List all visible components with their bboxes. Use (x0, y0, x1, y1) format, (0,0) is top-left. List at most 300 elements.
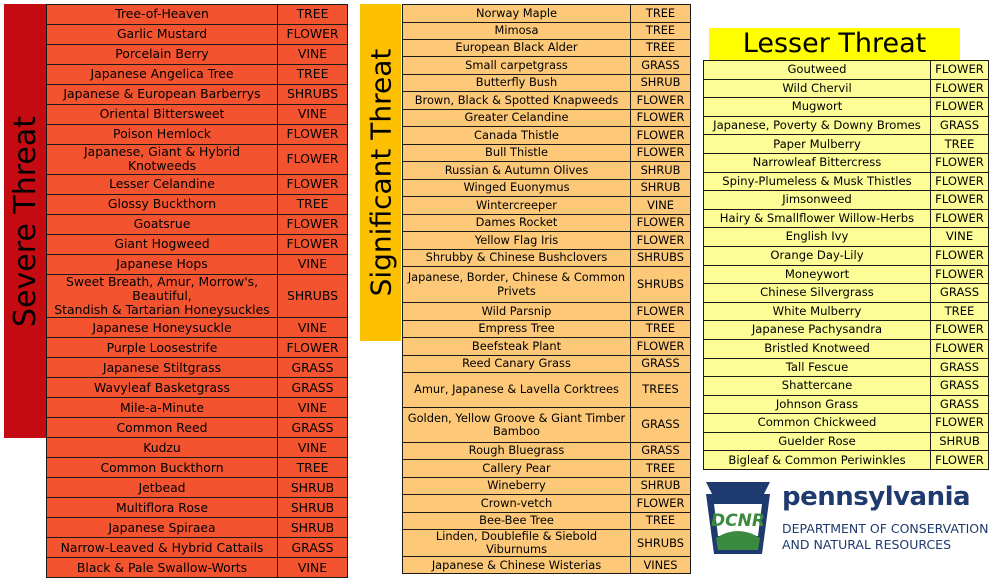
plant-name-text: Dames Rocket (475, 215, 558, 230)
plant-row (704, 79, 989, 98)
plant-name (47, 105, 278, 125)
plant-type: GRASS (278, 378, 348, 398)
plant-name (704, 153, 931, 172)
plant-name-text: Shattercane (781, 378, 853, 393)
plant-name (403, 215, 631, 232)
plant-name (47, 174, 278, 194)
significant-threat-label (360, 4, 401, 341)
plant-name-text: Tree-of-Heaven (115, 6, 209, 22)
plant-type: TREE (631, 40, 691, 57)
plant-row (47, 145, 348, 175)
plant-row (403, 92, 691, 110)
plant-row (47, 458, 348, 478)
plant-name (47, 45, 278, 65)
plant-type: TREES (631, 373, 691, 408)
plant-type: VINE (631, 197, 691, 215)
severe-threat-table (46, 4, 348, 578)
plant-type: SHRUB (631, 162, 691, 180)
plant-name-text: English Ivy (785, 229, 849, 244)
severe-threat-title: Severe Threat (7, 115, 43, 327)
plant-name-text: Kudzu (143, 439, 181, 455)
plant-name-text: Japanese Stiltgrass (102, 359, 222, 375)
plant-name (47, 458, 278, 478)
plant-row (704, 135, 989, 154)
plant-name-text: Multiflora Rose (115, 499, 208, 515)
plant-name (47, 418, 278, 438)
plant-row (403, 250, 691, 267)
plant-type: SHRUB (631, 75, 691, 92)
plant-name (704, 135, 931, 154)
plant-name-text: Japanese & European Barberrys (63, 86, 261, 102)
plant-type: TREE (278, 194, 348, 214)
plant-name-text: Bee-Bee Tree (479, 513, 554, 528)
plant-row (704, 395, 989, 414)
plant-row (403, 495, 691, 513)
plant-name-text: Purple Loosestrife (106, 339, 218, 355)
plant-type: GRASS (631, 356, 691, 373)
plant-type: VINE (278, 105, 348, 125)
plant-name-text: Linden, Doublefile & Siebold Viburnums (435, 529, 598, 557)
plant-row (403, 321, 691, 338)
plant-name (403, 197, 631, 215)
plant-type: SHRUB (631, 478, 691, 495)
plant-name (704, 191, 931, 210)
plant-name-text: Oriental Bittersweet (99, 106, 225, 122)
plant-name-text: Mile-a-Minute (119, 399, 205, 415)
plant-name (403, 530, 631, 557)
plant-name (704, 116, 931, 135)
plant-row (403, 557, 691, 574)
plant-name-text: Sweet Breath, Amur, Morrow's, Beautiful, (65, 274, 259, 303)
plant-type: FLOWER (278, 25, 348, 45)
plant-name-text-line2: Privets (497, 283, 536, 298)
plant-row (47, 194, 348, 214)
plant-name (403, 180, 631, 197)
plant-type: VINE (278, 254, 348, 274)
plant-type: VINE (278, 45, 348, 65)
plant-name (403, 443, 631, 460)
plant-type: FLOWER (931, 79, 989, 98)
severe-threat-label (4, 4, 46, 438)
plant-name-text: Garlic Mustard (116, 26, 208, 42)
plant-name-text: Hairy & Smallflower Willow-Herbs (719, 210, 915, 225)
plant-row (704, 377, 989, 396)
plant-type: FLOWER (631, 338, 691, 356)
plant-type: TREE (278, 65, 348, 85)
plant-row (403, 356, 691, 373)
plant-name-text: Crown-vetch (480, 495, 553, 510)
plant-name (403, 557, 631, 574)
plant-name-text: Mimosa (494, 23, 539, 38)
plant-row (704, 116, 989, 135)
plant-name (47, 438, 278, 458)
plant-type: SHRUBS (631, 250, 691, 267)
plant-row (704, 153, 989, 172)
plant-name (47, 398, 278, 418)
plant-name-text-line2: Standish & Tartarian Honeysuckles (54, 302, 270, 318)
plant-name-text: Wineberry (487, 478, 546, 493)
plant-row (704, 265, 989, 284)
plant-name (47, 194, 278, 214)
plant-row (704, 172, 989, 191)
plant-row (704, 191, 989, 210)
plant-row (47, 25, 348, 45)
plant-name-text: Jetbead (138, 479, 186, 495)
plant-row (403, 232, 691, 250)
plant-type: FLOWER (931, 209, 989, 228)
plant-row (704, 432, 989, 451)
logo-department-line2: AND NATURAL RESOURCES (782, 537, 952, 552)
plant-name-text: Giant Hogweed (114, 235, 210, 251)
pa-dcnr-logo (700, 474, 992, 558)
badge-text: DCNR (711, 511, 765, 531)
plant-type: SHRUB (278, 518, 348, 538)
plant-name (47, 145, 278, 175)
plant-name (704, 265, 931, 284)
plant-type: SHRUBS (278, 274, 348, 318)
plant-type: FLOWER (931, 191, 989, 210)
significant-threat-table (402, 4, 691, 574)
plant-row (704, 98, 989, 117)
plant-name (704, 209, 931, 228)
plant-row (47, 125, 348, 145)
plant-name-text: Butterfly Bush (475, 75, 558, 90)
plant-name-text: Japanese, Poverty & Downy Bromes (713, 117, 921, 132)
plant-row (403, 373, 691, 408)
plant-name-text: Japanese & Chinese Wisterias (431, 557, 602, 572)
plant-row (47, 538, 348, 558)
plant-type: GRASS (631, 443, 691, 460)
plant-type: TREE (631, 23, 691, 40)
plant-name-text: Canada Thistle (474, 127, 559, 142)
plant-type: TREE (631, 5, 691, 23)
plant-type: FLOWER (931, 172, 989, 191)
plant-name-text: Wild Chervil (782, 80, 852, 95)
plant-name (403, 513, 631, 530)
plant-row (403, 145, 691, 162)
plant-name (47, 518, 278, 538)
plant-name (403, 303, 631, 321)
plant-row (403, 338, 691, 356)
plant-name (47, 498, 278, 518)
plant-name (704, 79, 931, 98)
plant-row (704, 414, 989, 433)
plant-name-text: Glossy Buckthorn (107, 195, 217, 211)
plant-name (403, 92, 631, 110)
plant-name-text: Wild Parsnip (481, 303, 552, 318)
plant-row (403, 408, 691, 443)
plant-type: VINE (278, 558, 348, 578)
plant-row (403, 443, 691, 460)
plant-name-text: Narrow-Leaved & Hybrid Cattails (60, 539, 264, 555)
plant-name-text: Common Reed (116, 419, 208, 435)
plant-name-text: European Black Alder (455, 40, 578, 55)
plant-row (403, 478, 691, 495)
plant-name-text: Rough Bluegrass (468, 443, 565, 458)
plant-row (47, 274, 348, 318)
plant-name (47, 214, 278, 234)
plant-name (47, 125, 278, 145)
plant-name (403, 478, 631, 495)
plant-name (403, 250, 631, 267)
plant-name (47, 538, 278, 558)
plant-name (403, 23, 631, 40)
plant-row (47, 174, 348, 194)
plant-name-text: Callery Pear (482, 460, 551, 475)
plant-name (704, 451, 931, 470)
plant-type: FLOWER (931, 153, 989, 172)
plant-type: GRASS (931, 377, 989, 396)
plant-name-text: Bigleaf & Common Periwinkles (728, 452, 906, 467)
plant-name-text: Japanese, Border, Chinese & Common (407, 270, 626, 285)
plant-type: SHRUB (278, 478, 348, 498)
plant-row (403, 162, 691, 180)
plant-name-text: Japanese Spiraea (108, 519, 216, 535)
plant-name (704, 228, 931, 247)
plant-type: FLOWER (278, 174, 348, 194)
plant-row (47, 398, 348, 418)
plant-type: FLOWER (631, 110, 691, 127)
plant-row (403, 5, 691, 23)
plant-name (403, 127, 631, 145)
plant-name (47, 25, 278, 45)
plant-row (403, 267, 691, 303)
plant-row (403, 197, 691, 215)
plant-type: SHRUBS (278, 85, 348, 105)
plant-row (403, 303, 691, 321)
plant-row (47, 418, 348, 438)
plant-row (704, 284, 989, 303)
plant-row (403, 215, 691, 232)
plant-row (403, 40, 691, 57)
plant-type: GRASS (931, 358, 989, 377)
plant-name (47, 378, 278, 398)
plant-row (704, 358, 989, 377)
plant-name-text: Porcelain Berry (115, 46, 209, 62)
plant-row (47, 358, 348, 378)
plant-name (403, 408, 631, 443)
plant-type: SHRUBS (631, 530, 691, 557)
plant-row (704, 451, 989, 470)
plant-row (403, 460, 691, 478)
plant-name (403, 40, 631, 57)
plant-row (704, 339, 989, 358)
plant-name-text: Mugwort (791, 99, 843, 114)
plant-name-text: White Mulberry (772, 303, 862, 318)
plant-name-text: Wavyleaf Basketgrass (94, 379, 230, 395)
plant-name (403, 110, 631, 127)
plant-type: FLOWER (278, 338, 348, 358)
plant-name (403, 75, 631, 92)
plant-row (47, 214, 348, 234)
plant-row (403, 513, 691, 530)
plant-type: TREE (631, 460, 691, 478)
plant-name-text: Tall Fescue (785, 359, 849, 374)
plant-type: GRASS (931, 116, 989, 135)
plant-type: SHRUB (931, 432, 989, 451)
plant-name (403, 145, 631, 162)
plant-name-text: Bristled Knotweed (764, 341, 870, 356)
plant-name-text: Small carpetgrass (465, 57, 568, 72)
plant-name (704, 358, 931, 377)
plant-row (704, 228, 989, 247)
plant-row (47, 234, 348, 254)
plant-name-text: Amur, Japanese & Lavella Corktrees (414, 382, 619, 397)
plant-type: FLOWER (278, 125, 348, 145)
plant-type: GRASS (278, 538, 348, 558)
plant-type: FLOWER (931, 246, 989, 265)
plant-type: FLOWER (631, 303, 691, 321)
plant-name (47, 85, 278, 105)
plant-name (47, 338, 278, 358)
plant-name-text: Jimsonweed (782, 192, 852, 207)
plant-name-text: Japanese Hops (116, 255, 208, 271)
plant-name-text: Guelder Rose (778, 434, 856, 448)
plant-row (47, 338, 348, 358)
plant-name-text: Japanese, Giant & Hybrid Knotweeds (84, 144, 240, 174)
plant-type: VINE (278, 398, 348, 418)
plant-row (403, 127, 691, 145)
plant-name (403, 321, 631, 338)
plant-name (47, 558, 278, 578)
keystone-badge-icon (700, 474, 776, 558)
plant-name-text: Common Chickweed (757, 415, 877, 430)
plant-type: FLOWER (631, 215, 691, 232)
plant-type: TREE (631, 321, 691, 338)
plant-type: VINE (931, 228, 989, 247)
plant-name-text: Moneywort (784, 266, 850, 281)
plant-name-text: Norway Maple (475, 5, 558, 20)
lesser-threat-table (703, 60, 989, 470)
plant-name-text: Japanese Angelica Tree (90, 66, 234, 82)
plant-row (47, 5, 348, 25)
plant-name-text: Japanese Honeysuckle (92, 319, 232, 335)
plant-name (704, 432, 931, 451)
plant-name (47, 358, 278, 378)
plant-type: TREE (278, 5, 348, 25)
plant-name-text: Wintercreeper (476, 197, 557, 212)
plant-name-text: Yellow Flag Iris (474, 232, 559, 247)
plant-row (47, 438, 348, 458)
plant-name (47, 478, 278, 498)
plant-name-text: Goutweed (787, 62, 847, 77)
plant-name-text: Beefsteak Plant (471, 338, 562, 353)
plant-type: FLOWER (931, 321, 989, 340)
plant-row (47, 65, 348, 85)
plant-row (47, 558, 348, 578)
plant-row (403, 180, 691, 197)
plant-name (47, 274, 278, 318)
plant-row (403, 75, 691, 92)
plant-type: GRASS (631, 408, 691, 443)
plant-name-text: Spiny-Plumeless & Musk Thistles (722, 173, 912, 188)
plant-name-text: Winged Euonymus (463, 180, 570, 195)
plant-name (403, 373, 631, 408)
plant-type: SHRUB (631, 180, 691, 197)
plant-name-text: Orange Day-Lily (770, 248, 864, 263)
plant-type: FLOWER (931, 339, 989, 358)
plant-name-text: Goatsrue (133, 215, 191, 231)
plant-name-text: Golden, Yellow Groove & Giant Timber (407, 410, 626, 425)
plant-row (403, 57, 691, 75)
plant-type: TREE (278, 458, 348, 478)
plant-name (403, 338, 631, 356)
plant-name-text: Chinese Silvergrass (760, 285, 874, 300)
plant-type: FLOWER (278, 234, 348, 254)
plant-type: TREE (631, 513, 691, 530)
plant-name-text: Empress Tree (478, 321, 555, 336)
plant-name-text: Brown, Black & Spotted Knapweeds (414, 92, 619, 107)
plant-type: SHRUB (278, 498, 348, 518)
plant-name-text: Russian & Autumn Olives (444, 162, 589, 177)
plant-row (403, 530, 691, 557)
plant-type: FLOWER (931, 451, 989, 470)
plant-type: TREE (931, 302, 989, 321)
plant-name (704, 246, 931, 265)
plant-name-text: Reed Canary Grass (462, 356, 571, 371)
plant-type: GRASS (931, 284, 989, 303)
lesser-threat-title: Lesser Threat (709, 28, 960, 60)
plant-name (403, 267, 631, 303)
plant-name-text: Poison Hemlock (113, 126, 211, 142)
plant-name (47, 254, 278, 274)
plant-row (47, 518, 348, 538)
plant-row (704, 209, 989, 228)
plant-name-text: Bull Thistle (485, 145, 548, 160)
plant-row (704, 246, 989, 265)
plant-name (704, 414, 931, 433)
plant-type: SHRUBS (631, 267, 691, 303)
plant-row (47, 254, 348, 274)
plant-name (403, 460, 631, 478)
plant-name-text: Lesser Celandine (109, 175, 215, 191)
logo-department (782, 521, 988, 553)
logo-state-name: pennsylvania (782, 482, 971, 512)
significant-threat-title: Significant Threat (364, 48, 397, 297)
plant-name-text: Shrubby & Chinese Bushclovers (425, 250, 608, 265)
plant-name (403, 162, 631, 180)
plant-type: VINE (278, 438, 348, 458)
plant-name (704, 377, 931, 396)
plant-type: FLOWER (278, 214, 348, 234)
plant-name-text: Common Buckthorn (100, 459, 224, 475)
plant-name-text: Greater Celandine (464, 110, 569, 125)
plant-row (47, 478, 348, 498)
plant-type: FLOWER (631, 127, 691, 145)
plant-row (403, 110, 691, 127)
plant-type: FLOWER (931, 265, 989, 284)
plant-row (47, 498, 348, 518)
plant-row (704, 61, 989, 80)
plant-type: FLOWER (631, 495, 691, 513)
plant-name (704, 61, 931, 80)
plant-type: FLOWER (931, 98, 989, 117)
plant-name (704, 172, 931, 191)
plant-type: FLOWER (931, 414, 989, 433)
plant-row (403, 23, 691, 40)
plant-name (704, 302, 931, 321)
plant-type: GRASS (278, 358, 348, 378)
plant-name (47, 65, 278, 85)
plant-name (403, 5, 631, 23)
plant-type: FLOWER (631, 92, 691, 110)
plant-name-text-line2: Bamboo (492, 424, 541, 438)
plant-name (47, 5, 278, 25)
plant-row (47, 105, 348, 125)
plant-name-text: Black & Pale Swallow-Worts (76, 559, 248, 575)
plant-row (704, 302, 989, 321)
plant-type: GRASS (631, 57, 691, 75)
